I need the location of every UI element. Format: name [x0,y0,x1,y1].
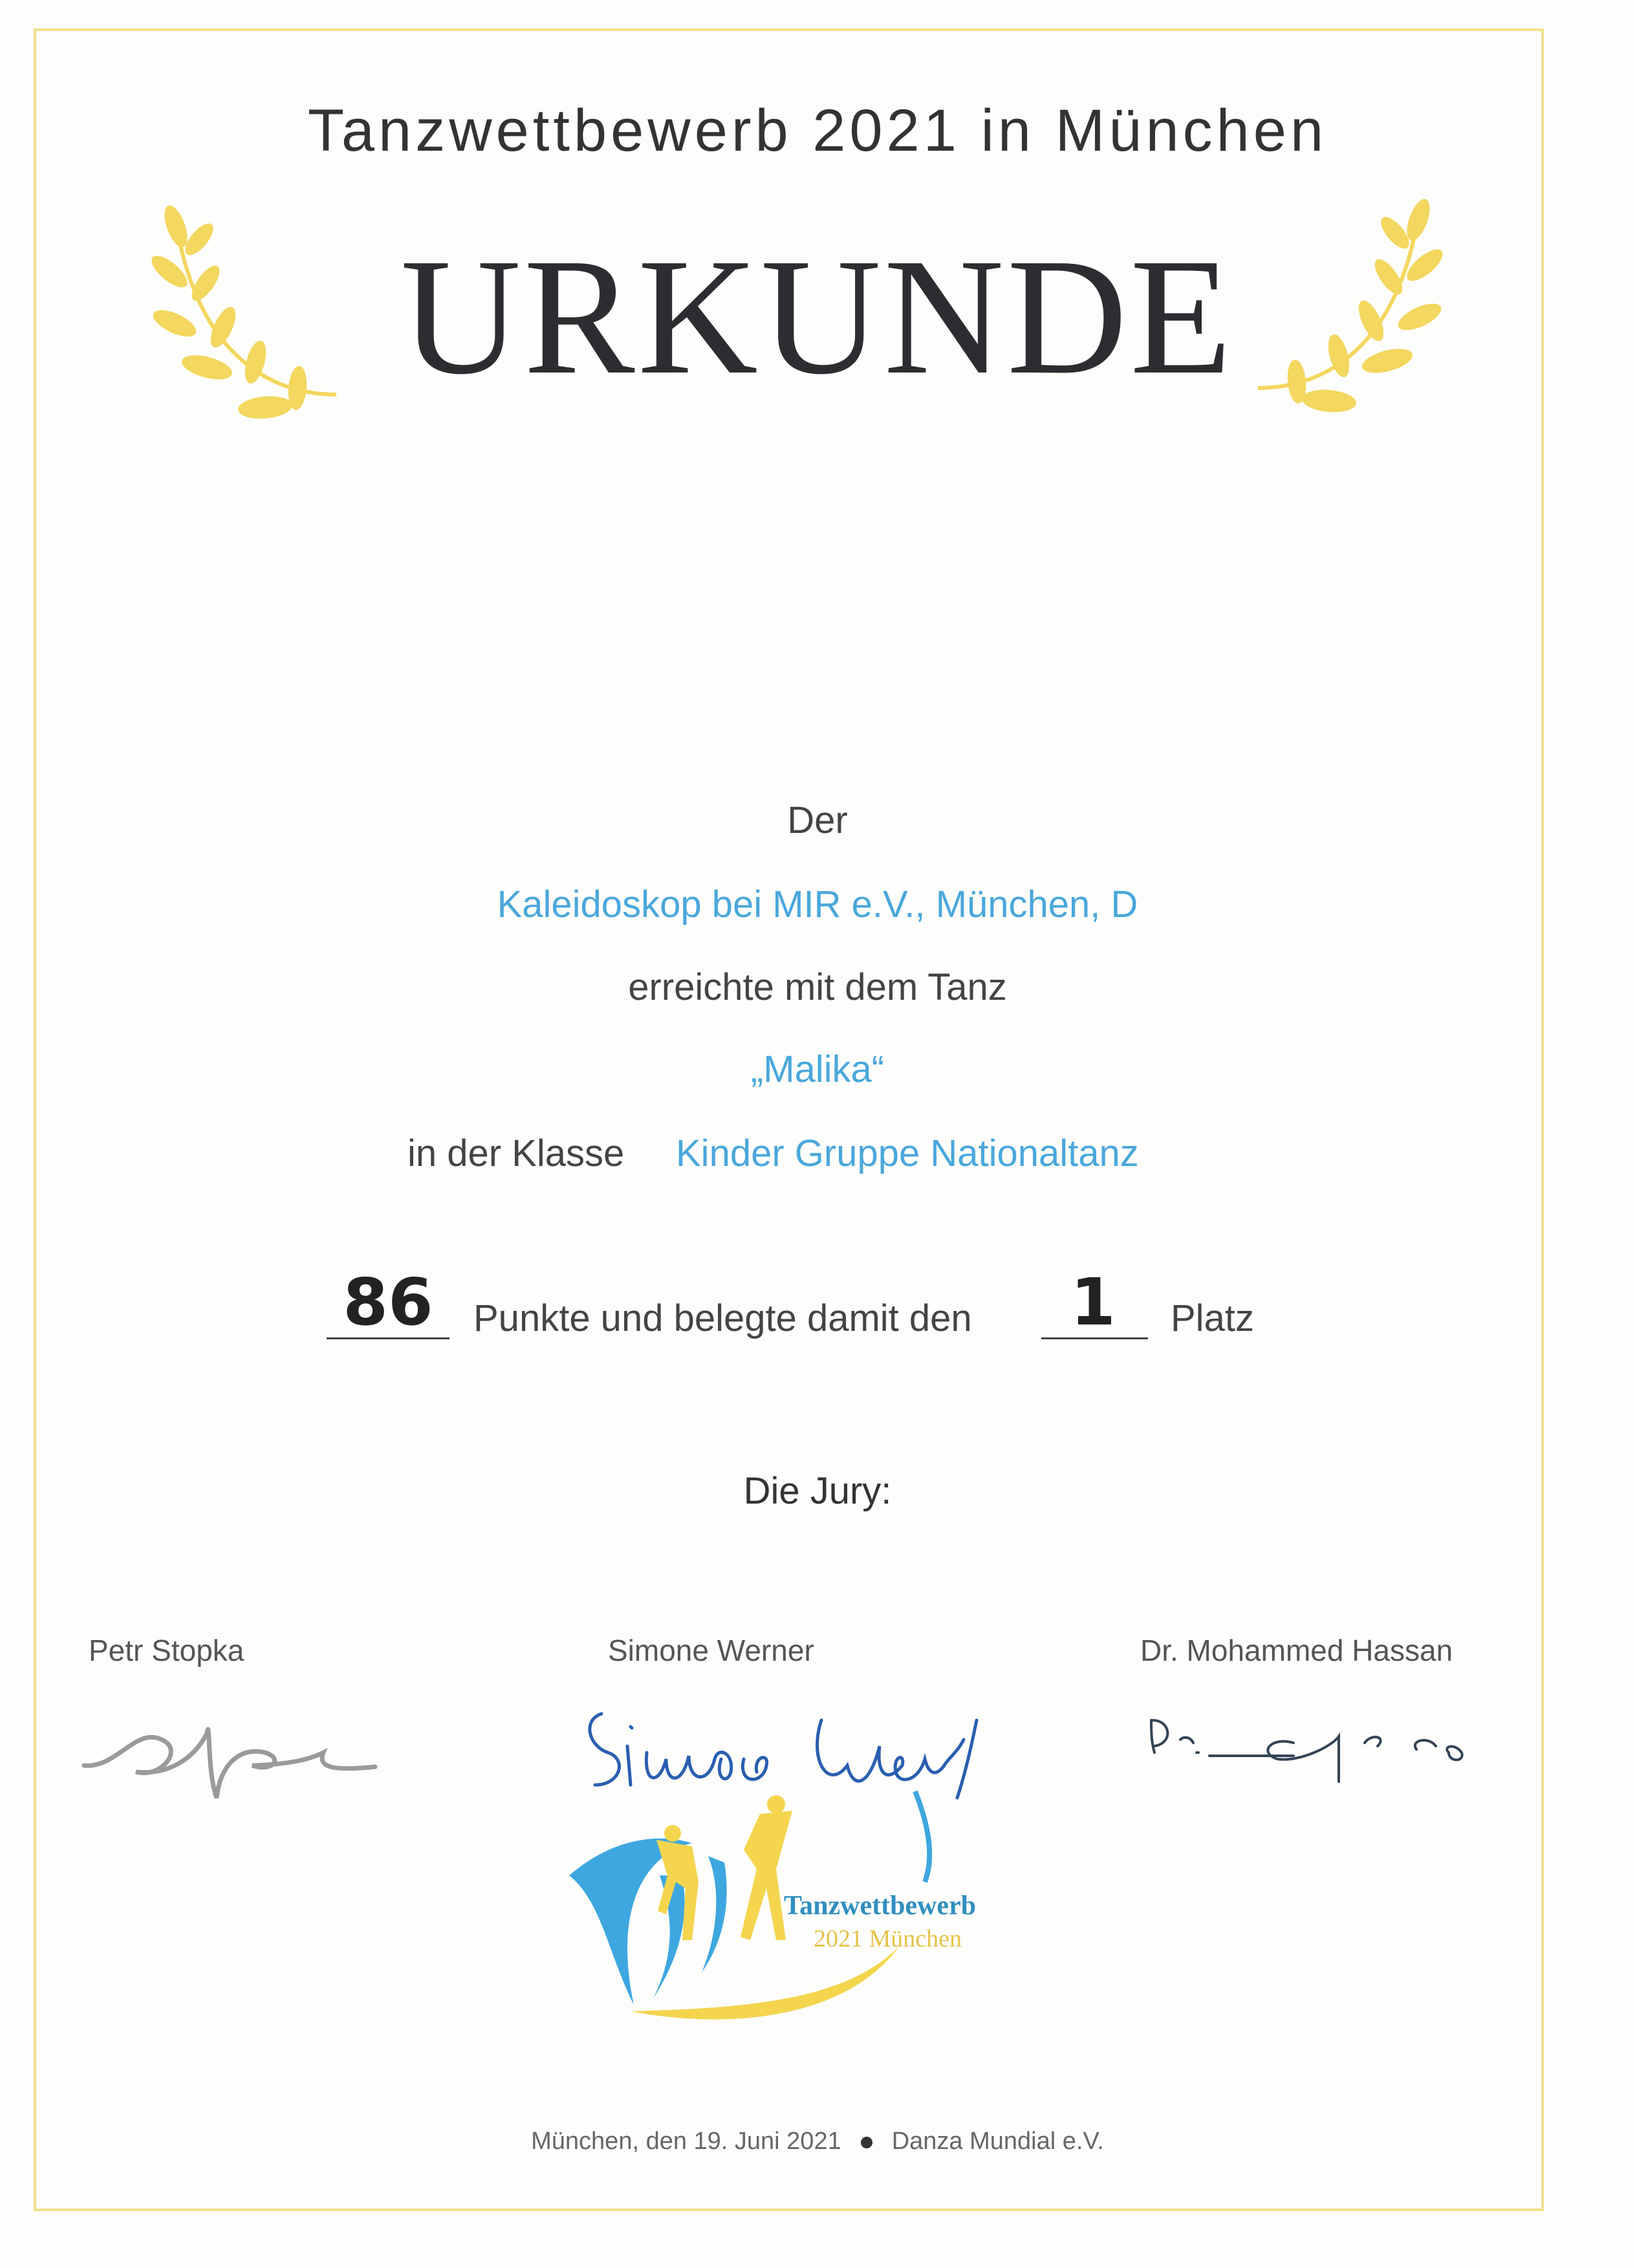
certificate-heading: Tanzwettbewerb 2021 in München [307,98,1328,164]
reached-text: erreichte mit dem Tanz [628,966,1007,1008]
place-value: 1 [1070,1264,1116,1340]
footer-organizer: Danza Mundial e.V. [891,2128,1104,2155]
club-name: Kaleidoskop bei MIR e.V., München, D [497,883,1138,925]
certificate-title: URKUNDE [400,224,1235,409]
intro-text: Der [787,799,848,841]
logo-line-2: 2021 München [814,1925,962,1952]
signature-petr-stopka [78,1688,382,1811]
dance-name: „Malika“ [750,1048,885,1090]
jury-name-2: Simone Werner [608,1634,814,1667]
points-value: 86 [343,1264,433,1340]
jury-name-3: Dr. Mohammed Hassan [1140,1634,1453,1667]
logo-line-1: Tanzwettbewerb [784,1891,977,1921]
footer-place-date: München, den 19. Juni 2021 [531,2128,841,2155]
class-label: in der Klasse [407,1132,625,1174]
points-text: Punkte und belegte damit den [473,1297,972,1339]
signature-dr-mohammed-hassan [1145,1707,1494,1791]
jury-name-1: Petr Stopka [89,1634,244,1667]
class-value: Kinder Gruppe Nationaltanz [676,1132,1139,1174]
place-text: Platz [1171,1297,1254,1339]
footer [0,2128,1635,2155]
jury-label: Die Jury: [743,1470,892,1512]
footer-separator-dot [861,2137,872,2148]
event-logo-icon [563,1785,1054,2031]
laurel-right-icon [1245,194,1458,446]
